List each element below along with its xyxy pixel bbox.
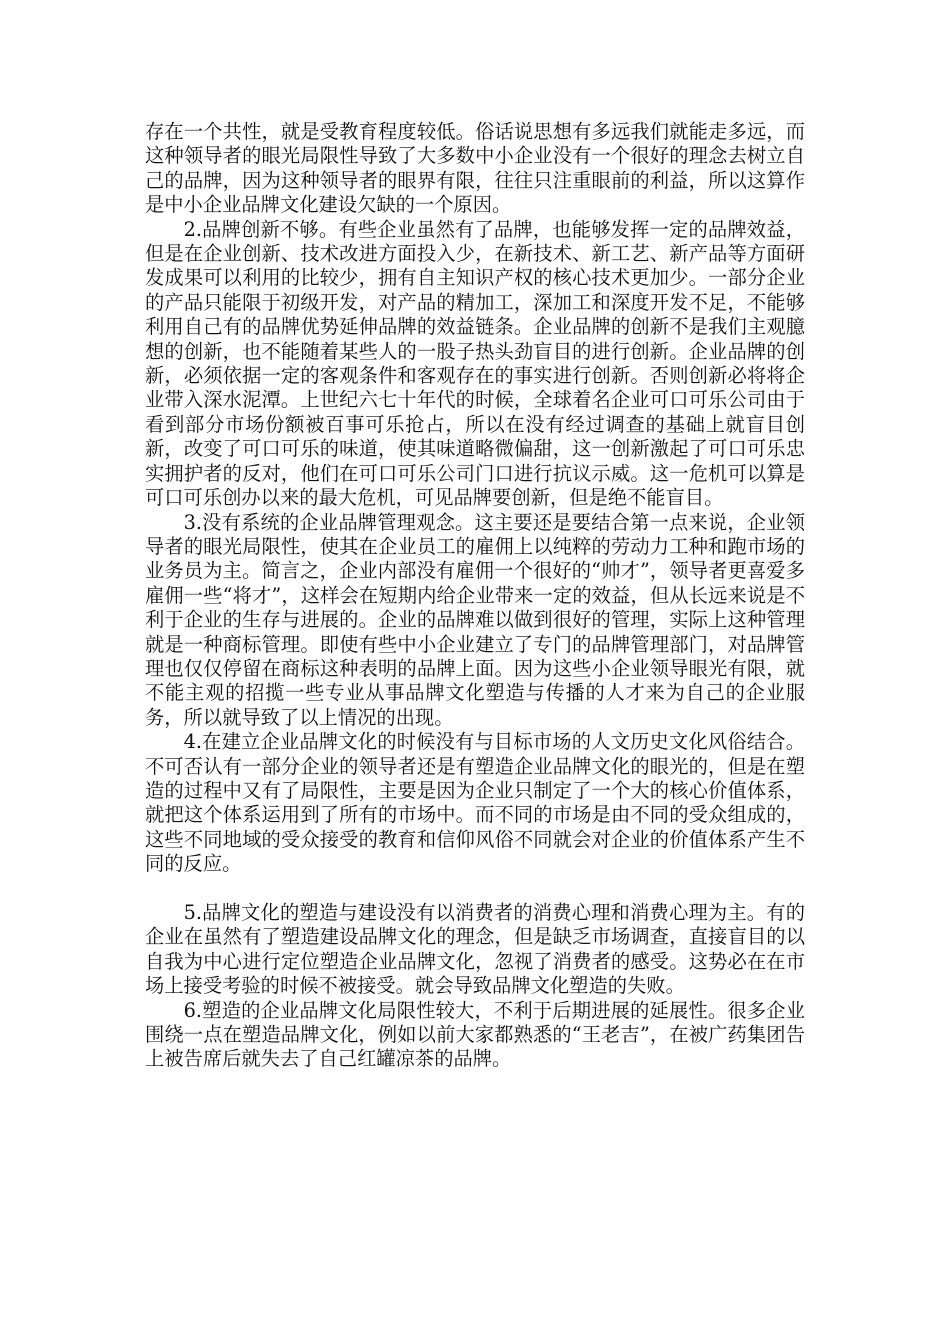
paragraph-point-5: 5.品牌文化的塑造与建设没有以消费者的消费心理和消费心理为主。有的企业在虽然有了塑造建设品牌文化的理念，但是缺乏市场调查，直接盲目的以自我为中心进行定位塑造企业品牌文化，忽视了消费者的感受。这势必在在市场上接受考验的时候不被接受。就会导致品牌文化塑造的失败。 [145, 900, 805, 998]
paragraph-continuation: 存在一个共性，就是受教育程度较低。俗话说思想有多远我们就能走多远，而这种领导者的眼光局限性导致了大多数中小企业没有一个很好的理念去树立自己的品牌，因为这种领导者的眼界有限，往往只注重眼前的利益，所以这算作是中小企业品牌文化建设欠缺的一个原因。 [145, 120, 805, 217]
document-body [145, 120, 805, 1072]
paragraph-point-3: 3.没有系统的企业品牌管理观念。这主要还是要结合第一点来说，企业领导者的眼光局限性，使其在企业员工的雇佣上以纯粹的劳动力工种和跑市场的业务员为主。简言之，企业内部没有雇佣一个很好的“帅才”，领导者更喜爱多雇佣一些“将才”，这样会在短期内给企业带来一定的效益，但从长远来说是不利于企业的生存与进展的。企业的品牌难以做到很好的管理，实际上这种管理就是一种商标管理。即使有些中小企业建立了专门的品牌管理部门，对品牌管理也仅仅停留在商标这种表明的品牌上面。因为这些小企业领导眼光有限，就不能主观的招揽一些专业从事品牌文化塑造与传播的人才来为自己的企业服务，所以就导致了以上情况的出现。 [145, 510, 805, 729]
paragraph-spacer [145, 877, 805, 901]
paragraph-point-2: 2.品牌创新不够。有些企业虽然有了品牌，也能够发挥一定的品牌效益，但是在企业创新、技术改进方面投入少，在新技术、新工艺、新产品等方面研发成果可以利用的比较少，拥有自主知识产权的核心技术更加少。一部分企业的产品只能限于初级开发，对产品的精加工，深加工和深度开发不足，不能够利用自己有的品牌优势延伸品牌的效益链条。企业品牌的创新不是我们主观臆想的创新，也不能随着某些人的一股子热头劲盲目的进行创新。企业品牌的创新，必须依据一定的客观条件和客观存在的事实进行创新。否则创新必将将企业带入深水泥潭。上世纪六七十年代的时候，全球着名企业可口可乐公司由于看到部分市场份额被百事可乐抢占，所以在没有经过调查的基础上就盲目创新，改变了可口可乐的味道，使其味道略微偏甜，这一创新激起了可口可乐忠实拥护者的反对，他们在可口可乐公司门口进行抗议示威。这一危机可以算是可口可乐创办以来的最大危机，可见品牌要创新，但是绝不能盲目。 [145, 217, 805, 510]
paragraph-point-4: 4.在建立企业品牌文化的时候没有与目标市场的人文历史文化风俗结合。不可否认有一部分企业的领导者还是有塑造企业品牌文化的眼光的，但是在塑造的过程中又有了局限性，主要是因为企业只制定了一个大的核心价值体系，就把这个体系运用到了所有的市场中。而不同的市场是由不同的受众组成的，这些不同地域的受众接受的教育和信仰风俗不同就会对企业的价值体系产生不同的反应。 [145, 730, 805, 876]
paragraph-point-6: 6.塑造的企业品牌文化局限性较大，不利于后期进展的延展性。很多企业围绕一点在塑造品牌文化，例如以前大家都熟悉的“王老吉”，在被广药集团告上被告席后就失去了自己红罐凉茶的品牌。 [145, 998, 805, 1071]
